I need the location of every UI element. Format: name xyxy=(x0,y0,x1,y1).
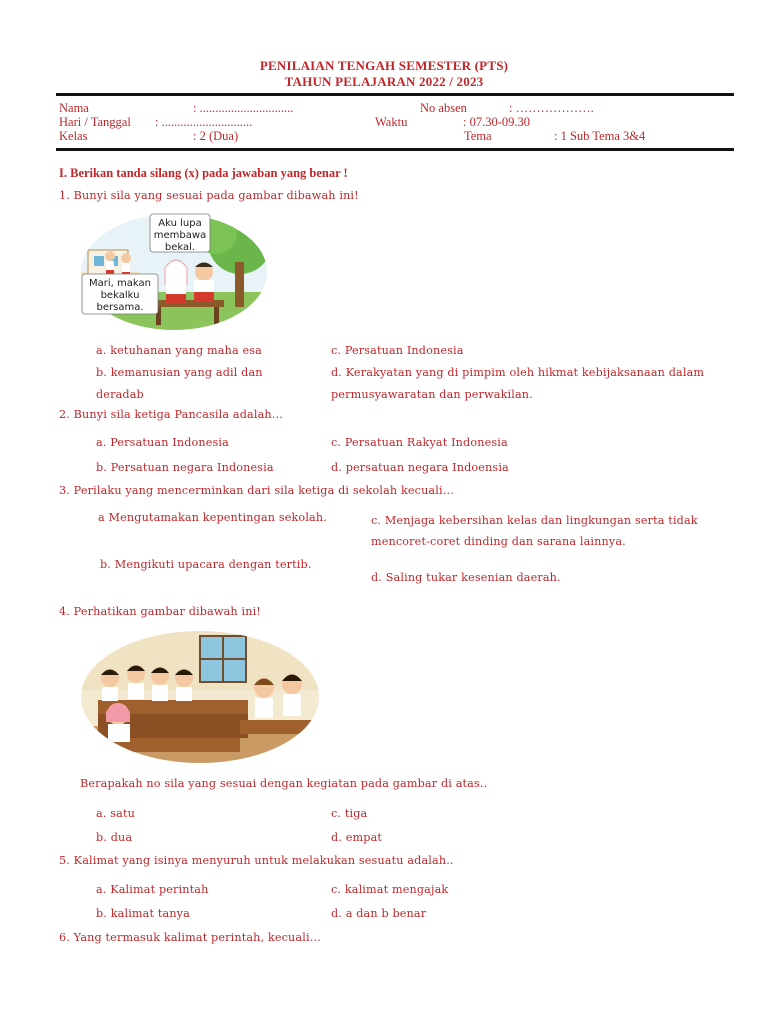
q2-option-d[interactable]: d. persatuan negara Indoensia xyxy=(331,461,509,474)
kelas-label: Kelas xyxy=(59,129,88,143)
waktu-label: Waktu xyxy=(375,115,408,129)
q4-option-b[interactable]: b. dua xyxy=(96,831,133,844)
q1-option-b-cont: deradab xyxy=(96,388,144,401)
q1-option-a[interactable]: a. ketuhanan yang maha esa xyxy=(96,344,262,357)
q1-option-b[interactable]: b. kemanusian yang adil dan xyxy=(96,366,263,379)
q4-option-d[interactable]: d. empat xyxy=(331,831,383,844)
hari-field[interactable]: : ............................. xyxy=(155,115,253,129)
school-year: TAHUN PELAJARAN 2022 / 2023 xyxy=(284,74,484,89)
top-rule xyxy=(56,93,734,96)
question-3: 3. Perilaku yang mencerminkan dari sila ketiga di sekolah kecuali… xyxy=(59,484,455,497)
q1-option-c[interactable]: c. Persatuan Indonesia xyxy=(331,344,464,357)
bubble-left-line-2: bekalku xyxy=(100,290,140,301)
nama-label: Nama xyxy=(59,101,89,115)
section-instruction: I. Berikan tanda silang (x) pada jawaban yang benar ! xyxy=(59,166,348,180)
kelas-value: : 2 (Dua) xyxy=(193,129,239,143)
noabsen-field[interactable]: : ………………. xyxy=(509,101,594,115)
q3-option-a[interactable]: a Mengutamakan kepentingan sekolah. xyxy=(98,511,327,524)
question-1-illustration xyxy=(80,212,268,330)
bubble-top-line-2: membawa xyxy=(153,230,207,241)
q3-option-b[interactable]: b. Mengikuti upacara dengan tertib. xyxy=(100,558,312,571)
q1-option-d-cont: permusyawaratan dan perwakilan. xyxy=(331,388,533,401)
q2-option-b[interactable]: b. Persatuan negara Indonesia xyxy=(96,461,274,474)
exam-title: PENILAIAN TENGAH SEMESTER (PTS) xyxy=(259,58,509,73)
bubble-top-line-3: bekal. xyxy=(164,242,196,253)
q2-option-a[interactable]: a. Persatuan Indonesia xyxy=(96,436,229,449)
q5-option-d[interactable]: d. a dan b benar xyxy=(331,907,427,920)
q5-option-c[interactable]: c. kalimat mengajak xyxy=(331,883,449,896)
waktu-value: : 07.30-09.30 xyxy=(463,115,531,129)
q3-option-c[interactable]: c. Menjaga kebersihan kelas dan lingkungan serta tidak xyxy=(371,514,698,527)
q4-option-a[interactable]: a. satu xyxy=(96,807,135,820)
question-2: 2. Bunyi sila ketiga Pancasila adalah… xyxy=(59,408,284,421)
noabsen-label: No absen xyxy=(420,101,467,115)
nama-field[interactable]: : .............................. xyxy=(193,101,294,115)
hari-label: Hari / Tanggal xyxy=(59,115,131,129)
q1-option-d[interactable]: d. Kerakyatan yang di pimpim oleh hikmat kebijaksanaan dalam xyxy=(331,366,705,379)
question-4: 4. Perhatikan gambar dibawah ini! xyxy=(59,605,261,618)
question-4-illustration xyxy=(80,630,320,764)
q3-option-c-cont: mencoret-coret dinding dan sarana lainnya. xyxy=(371,535,626,548)
question-6: 6. Yang termasuk kalimat perintah, kecuali… xyxy=(59,931,322,944)
tema-label: Tema xyxy=(464,129,492,143)
q2-option-c[interactable]: c. Persatuan Rakyat Indonesia xyxy=(331,436,508,449)
bubble-left-line-3: bersama. xyxy=(96,302,144,313)
q3-option-d[interactable]: d. Saling tukar kesenian daerah. xyxy=(371,571,561,584)
bottom-rule xyxy=(56,148,734,151)
q4-question: Berapakah no sila yang sesuai dengan kegiatan pada gambar di atas.. xyxy=(80,777,488,790)
question-5: 5. Kalimat yang isinya menyuruh untuk melakukan sesuatu adalah.. xyxy=(59,854,454,867)
q5-option-a[interactable]: a. Kalimat perintah xyxy=(96,883,209,896)
tema-value: : 1 Sub Tema 3&4 xyxy=(554,129,646,143)
bubble-top-line-1: Aku lupa xyxy=(158,218,202,229)
q4-option-c[interactable]: c. tiga xyxy=(331,807,368,820)
bubble-left-line-1: Mari, makan xyxy=(89,278,151,289)
q5-option-b[interactable]: b. kalimat tanya xyxy=(96,907,190,920)
question-1: 1. Bunyi sila yang sesuai pada gambar dibawah ini! xyxy=(59,189,359,202)
